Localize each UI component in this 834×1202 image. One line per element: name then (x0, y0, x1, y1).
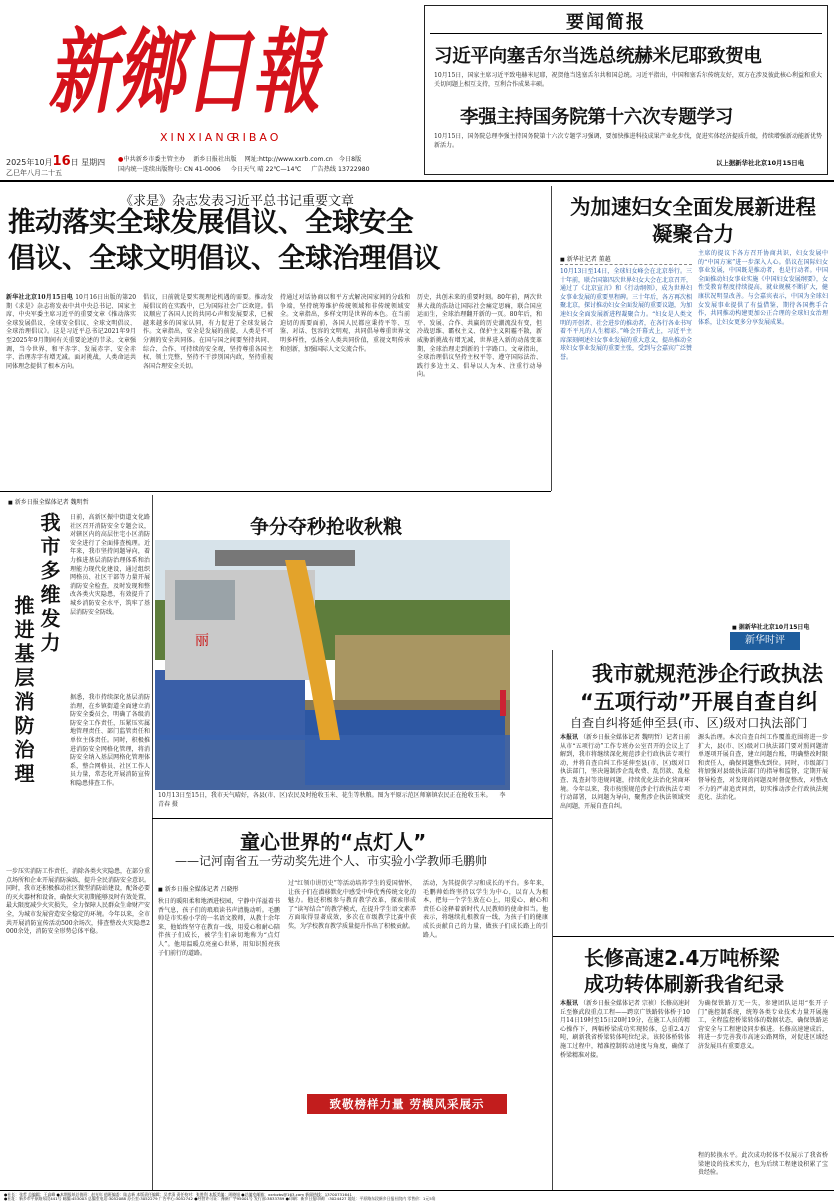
masthead-logo (48, 6, 328, 126)
masthead-rule (0, 180, 834, 182)
footer-line-2: ●社址：新乡市平原路东段441号 邮编:453003 总编室电话:3052088 办公室:3052279 广告中心:3052742 ●经营许可证：豫新广字95001号 发行部:3833789 ●印刷：新乡日报印刷厂:3024427 地址：平原路东段新乡日报社院内 零售价：1元5角 (4, 1196, 436, 1201)
harvest-headline: 争分夺秒抢收秋粮 (250, 516, 403, 538)
lead-body-col4: 历史，共创未来的重要时刻。80年前，两次世界大战的浩劫让国际社会痛定思痛，联合国应运而生，全球治理翻开新的一页。80年后，和平、发展、合作、共赢的历史潮流没有变，但冷战思维、霸权主义、保护主义阴霾不散，新威胁新挑战有增无减，世界进入新的动荡变革期，全球治理走到新的十字路口。文章指出，全球治理倡议坚持主权平等、遵守国际法治、践行多边主义、倡导以人为本、注重行动导向。 (417, 294, 542, 379)
bridge-body-col1: 本报讯 （新乡日报全媒体记者 宗祯）长修高速封丘至修武段重点工程——跨京广铁路转体桥于10月14日19时至15日20时19分，在施工人员的精心操作下，两幅桥梁成功实现转体，总重2.4万吨，刷新我省桥梁转体吨位纪录。该转体桥转体施工过程中，精准控制转动速度与角度，确保了桥梁精准对接。 (560, 1000, 690, 1059)
publisher-info: ●中共新乡市委主管主办 新乡日报社出版 网址:http://www.xxrb.com.cn 今日8版 (118, 156, 362, 163)
inspection-dateline: 本报讯 (560, 734, 579, 741)
lead-bottom-rule (0, 491, 551, 492)
footer-rule (0, 1190, 834, 1191)
lead-kicker: 《求是》杂志发表习近平总书记重要文章 (120, 194, 355, 209)
brief-headline-1: 习近平向塞舌尔当选总统赫米尼耶致贺电 (434, 46, 762, 67)
masthead-pinyin-right: RIBAO (232, 131, 282, 144)
teacher-body-col1: 秋日的暖阳柔和地洒进校园，宁静中洋溢着书香气息，孩子们的琅琅读书声清脆动听。毛鹏帅是市实验小学的一名语文教师，从教十余年来，他始终坚守在教育一线，用爱心和耐心陪伴孩子们成长，被学生们亲切地称为“点灯人”。他用温暖点亮童心世界，用知识照亮孩子们前行的道路。 (158, 898, 280, 957)
lunar-date: 乙巳年八月二十五 (6, 169, 62, 177)
inspection-body-col1: 本报讯 （新乡日报全媒体记者 魏明哲）记者日前从市“五项行动”工作专班办公室召开的会议上了解到，我市将继续深化规范涉企行政执法专项行动，并将自查自纠工作延伸至县(市、区)级对口执法部门，坚决遏制涉企乱收费、乱罚款、乱检查、乱查封等违规问题，持续优化法治化营商环境。今年以来，我市按照规范涉企行政执法专项行动部署，以问题为导向，聚焦涉企执法领域突出问题，开展自查自纠。 (560, 734, 690, 810)
side-headline-line1: 为加速妇女全面发展新进程 (570, 195, 816, 219)
brief-headline-2: 李强主持国务院第十六次专题学习 (460, 107, 734, 128)
teacher-byline: ■ 新乡日报全媒体记者 吕晓彤 (158, 884, 239, 893)
lead-body-col1: 新华社北京10月15日电 10月16日出版的第20期《求是》杂志将发表中共中央总书记、国家主席、中央军委主席习近平的重要文章《推动落实全球发展倡议、全球安全倡议、全球文明倡议、全球治理倡议》。这是习近平总书记2021年9月至2025年9月期间有关重要论述的节录。文章强调，当今世界，和平赤字、发展赤字、安全赤字、治理赤字有增无减。面对挑战，人类命运共同体理念提供了根本方向。 (6, 294, 137, 370)
briefs-section-title: 要闻简报 (566, 12, 646, 33)
harvest-caption: 10月13日至15日，我市天气晴好，各县(市、区)农民及时抢收玉米、花生等秋粮。图为平原示范区师寨镇农民正在抢收玉米。 李青春 摄 (158, 792, 506, 808)
fire-vertical-headline-2: 推进基层消防治理 (11, 595, 35, 787)
fire-body-col3: 一步压实消防工作责任，消除各类火灾隐患，在部分重点场所和企业开展消防演练，提升全民消防安全意识。同时，我市还积极推动社区微型消防站建设，配备必要的灭火器材和设备，确保火灾初期能够及时有效处置，最大限度减少火灾损失，全力保障人民群众生命财产安全，为城市发展营造安全稳定的环境。今年以来，全市共开展消防宣传活动500余场次，排查整改火灾隐患2000余处，消防安全形势总体平稳。 (6, 868, 151, 936)
inspection-bottom-rule (553, 936, 834, 937)
cn-number-row: 国内统一连续出版物号: CN 41-0006 今日天气 晴 22℃—14℃ 广告热线 13722980 (118, 166, 370, 173)
inspection-subhead: 自查自纠将延伸至县(市、区)级对口执法部门 (570, 716, 808, 730)
side-headline-line2: 凝聚合力 (652, 222, 734, 246)
issue-day: 16 (52, 154, 71, 169)
brief-body-2: 10月15日，国务院总理李强主持国务院第十六次专题学习强调，要加快推进科技成果产业化步伐，促进实体经济提质升级，持续增强新动能新优势新活力。 (434, 133, 822, 149)
side-byline-rule (560, 264, 692, 265)
harvest-photo (155, 540, 510, 790)
side-byline: ■ 新华社记者 董越 (560, 254, 611, 263)
bridge-dateline: 本报讯 (560, 1000, 579, 1007)
masthead-calligraphy (48, 6, 328, 126)
fire-divider (152, 495, 153, 1190)
bridge-body-col2: 为确保铁路万无一失，参建团队运用“张开子门”施控制系统，统筹各类专业技术力量开展施工，全程监控桥梁转体的数据状态，确保铁路运营安全与工程建设同步推进。长修高速建成后，将进一步完善我市高速公路网络，对促进区域经济发展具有重要意义。 (698, 1000, 828, 1050)
issue-date: 2025年10月16日 星期四 (6, 154, 106, 169)
fire-vertical-headline-1: 我市多维发力 (37, 512, 61, 656)
side-source: ■ 据新华社北京10月15日电 (732, 622, 809, 631)
teacher-subhead: ——记河南省五一劳动奖先进个人、市实验小学教师毛鹏帅 (175, 854, 488, 868)
bridge-headline-line2: 成功转体刷新我省纪录 (584, 972, 784, 996)
xinhua-commentary-tag: 新华时评 (730, 632, 800, 650)
lead-side-divider (551, 186, 552, 491)
briefs-source: 以上据新华社北京10月15日电 (716, 159, 805, 167)
fire-body-col1: 日前，高新区振中街道文化路社区召开消防安全专题会议，对辖区内的高层住宅小区消防安全进行了全面排查梳理。近年来，我市坚持问题导向，着力推进基层消防治理体系和治理能力现代化建设，通过组织网格员、社区干部等力量开展消防安全检查，及时发现和整改各类火灾隐患，有效提升了城乡消防安全水平，筑牢了基层消防安全防线。 (70, 514, 150, 616)
teacher-headline: 童心世界的“点灯人” (240, 830, 427, 854)
bridge-headline-line1: 长修高速2.4万吨桥梁 (584, 946, 780, 970)
side-body-col1: 10月13日至14日，全球妇女峰会在北京举行。三十年前，联合国第四次世界妇女大会在北京召开，通过了《北京宣言》和《行动纲领》，成为世界妇女事业发展的重要里程碑。三十年后，各方再次相聚北京，探讨推动妇女全面发展的重要议题，为加速妇女全面发展新进程凝聚合力。“妇女是人类文明的开创者、社会进步的推动者，在各行各业书写着不平凡的人生精彩。”峰会开幕式上，习近平主席深刻阐述妇女事业发展的重大意义，提出推动全球妇女事业发展的重要主张，受到与会嘉宾广泛赞誉。 (560, 268, 693, 361)
teacher-body-col3: 活动，为其提供学习和成长的平台。多年来，毛鹏帅始终坚持以学生为中心，以育人为根本，把每一个学生放在心上，用爱心、耐心和责任心诠释着新时代人民教师的使命担当。他表示，将继续扎根教育一线，为孩子们的健康成长贡献自己的力量，做孩子们成长路上的引路人。 (423, 880, 548, 939)
lead-dateline: 新华社北京10月15日电 (6, 294, 74, 301)
inspection-headline-line2: “五项行动”开展自查自纠 (580, 690, 818, 714)
briefs-divider (430, 33, 822, 34)
bridge-body-col3: 程的转换水平。此次成功转体不仅展示了我省桥梁建设的技术实力，也为后续工程建设积累了宝贵经验。 (698, 1152, 828, 1177)
side-body-col2: 主席的提议下各方召开协商共识，妇女发展中的“中国方案”进一步深入人心。倡议在国际妇女事业发展，中国既是推动者，也是行动者。中国全面推动妇女事业实施《中国妇女发展纲要》，女性受教育程度持续提高，就业规模不断扩大，健康状况明显改善。与会嘉宾表示，中国为全球妇女发展事业提供了有益借鉴，期待各国携手合作，共同推动构建更加公正合理的全球妇女治理体系，让妇女更多分享发展成果。 (698, 250, 828, 326)
inspection-headline-line1: 我市就规范涉企行政执法 (592, 662, 823, 686)
harvest-photo-illustration (155, 540, 510, 790)
lead-body-col3: 持通过对话协商以和平方式解决国家间的分歧和争端，坚持统筹维护传统领域和非传统领域安全。文章指出，多样文明是世界的本色。在当前迫切的需要面前，各国人民都应秉持平等、互鉴、对话、包容的文明观，共同倡导尊重世界文明多样性，弘扬全人类共同价值，重视文明传承和创新，加强国际人文交流合作。 (280, 294, 410, 353)
lead-headline-line1: 推动落实全球发展倡议、全球安全 (8, 206, 413, 238)
brief-body-1: 10月15日，国家主席习近平致电赫米尼耶，祝贺他当选塞舌尔共和国总统。习近平指出，中国和塞舌尔传统友好，双方在涉及彼此核心利益和重大关切问题上相互支持，互利合作成果丰硕。 (434, 72, 822, 88)
fire-byline: ■ 新乡日报全媒体记者 魏明哲 (8, 497, 89, 506)
footer-line-1: ●社长：张哲 总编辑：王高峰 ●本期报纸总值班：赵光年 值班编委：陆志新 本版责任编辑：吴孝清 责任校对：张胜利 本版美编：周晓旭 ●总编室邮箱：xxrbzbs@163.com 新闻热线：13700731641 (4, 1192, 352, 1197)
masthead-pinyin-left: XINXIANG (160, 131, 239, 144)
harvest-bottom-rule (152, 818, 552, 819)
role-model-banner: 致敬榜样力量 劳模风采展示 (307, 1094, 507, 1114)
inspection-body-col2: 源头治理。本次自查自纠工作覆盖范围将进一步扩大，县(市、区)级对口执法部门要对照问题清单逐项开展自查，建立问题台账，明确整改时限和责任人，确保问题整改到位。同时，市级部门将加强对县级执法部门的指导和监督，定期开展督导检查，对发现的问题及时督促整改，对整改不力的严肃追责问责，切实推动涉企行政执法规范化、法治化。 (698, 734, 828, 802)
harvest-photo-sign: 丽 (195, 633, 209, 649)
right-column-divider (552, 650, 553, 1190)
fire-body-col2: 据悉，我市持续深化基层消防治理，在乡镇街道全面建立消防安全委员会，明确了各级消防安全工作责任，压紧压实属地管理责任、部门监管责任和单位主体责任。同时，积极推进消防安全网格化管理，将消防安全纳入基层网格化管理体系，整合网格员、社区工作人员力量，常态化开展消防宣传和隐患排查工作。 (70, 694, 150, 787)
lead-body-col2: 倡议，日前就是要实现理论机遇的需要。推动发展倡议的在实践中，已为国际社会广泛欢迎。倡议顺应了各国人民的共同心声和发展要求，已被越来越多的国家认同，有力促进了全球发展合作。文章指出，安全是发展的前提，人类是不可分割的安全共同体。在国与国之间要坚持共同、综合、合作、可持续的安全观，坚持尊重各国主权、领土完整，坚持不干涉别国内政，坚持重视各国合理安全关切。 (143, 294, 273, 370)
teacher-body-col2: 过“红领巾讲历史”等活动培养学生的爱国情怀，让孩子们在潜移默化中感受中华优秀传统文化的魅力。他还积极参与教育教学改革，探索形成了“读写结合”的教学模式，在提升学生语文素养方面取得显著成效，多次在市级教学比赛中获奖，为学校教育教学质量提升作出了积极贡献。 (288, 880, 416, 930)
lead-headline-line2: 倡议、全球文明倡议、全球治理倡议 (8, 242, 440, 274)
masthead-title: 新鄉日報 (48, 18, 329, 126)
